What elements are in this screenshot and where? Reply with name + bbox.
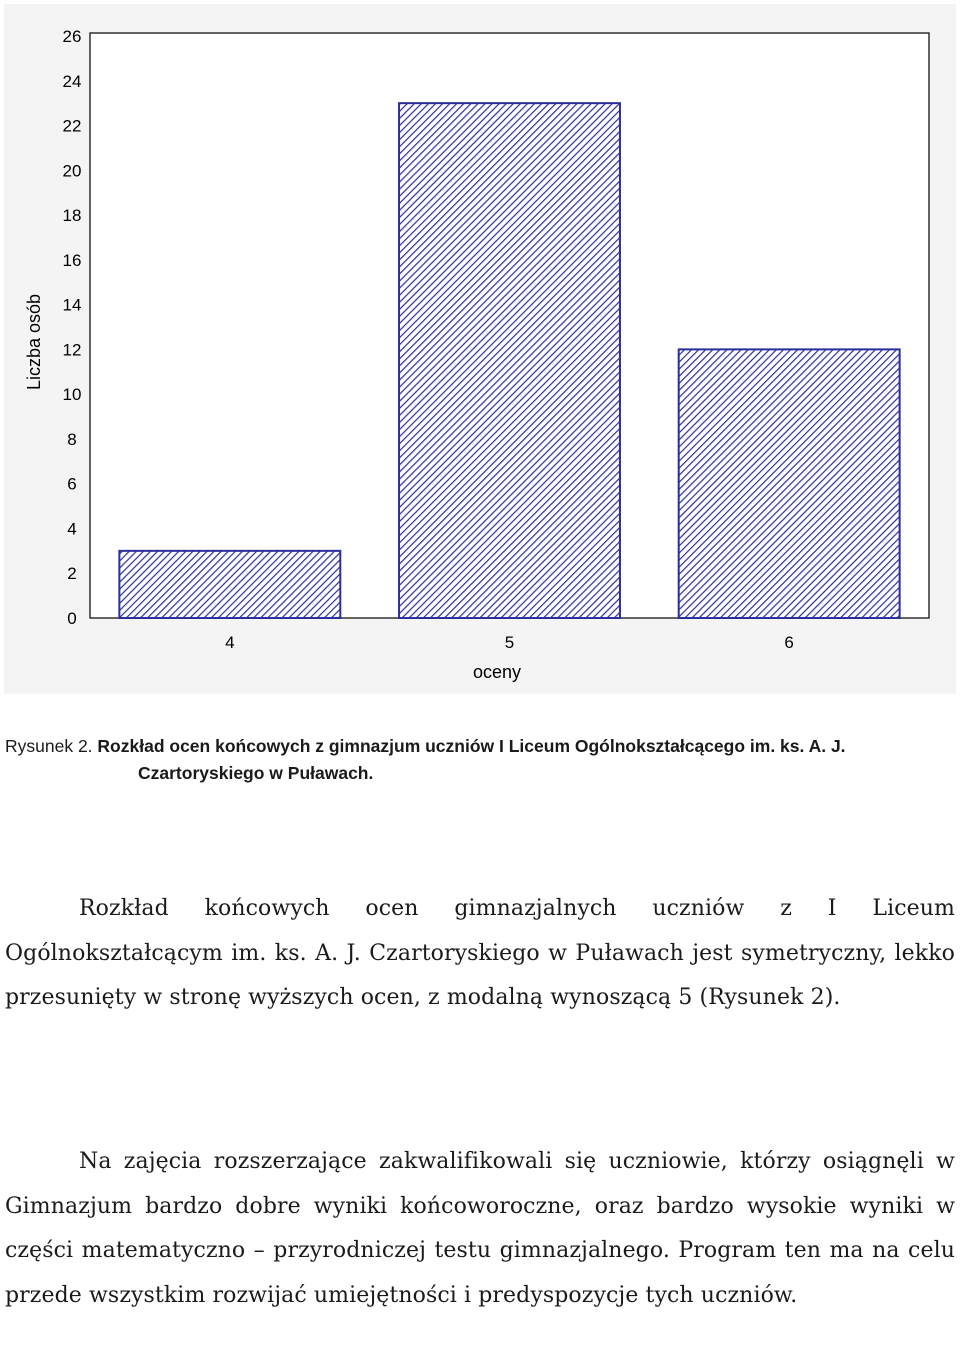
x-tick-label: 5 (504, 633, 515, 652)
y-tick-label: 6 (67, 474, 77, 494)
paragraph-text: Na zajęcia rozszerzające zakwalifikowali się uczniowie, którzy osiągnęli w Gimnazjum bardzo dobre wyniki końcoworoczne, oraz bardzo wysokie wyniki w części matematyczno – przyrodniczej testu gimnazjalnego. Program ten ma na celu przede wszystkim rozwijać umiejętności i predyspozycje tych uczniów. (5, 1149, 955, 1308)
y-tick-label: 10 (62, 385, 82, 405)
bar-5 (399, 103, 620, 618)
y-tick-label: 2 (67, 564, 77, 584)
y-tick-label: 20 (62, 161, 82, 181)
y-tick-label: 12 (62, 340, 82, 360)
caption-prefix: Rysunek 2. (5, 736, 93, 756)
y-tick-label: 22 (62, 116, 82, 136)
x-tick-label: 6 (784, 633, 794, 652)
y-tick-label: 4 (67, 519, 77, 539)
chart-panel (4, 4, 956, 694)
bar-6 (679, 349, 900, 618)
y-tick-label: 18 (62, 206, 82, 226)
body-paragraph-2 (5, 1140, 955, 1318)
y-tick-label: 24 (62, 71, 82, 91)
figure-caption (5, 733, 955, 787)
caption-text-line1: Rozkład ocen końcowych z gimnazjum uczniów I Liceum Ogólnokształcącego im. ks. A. J. (97, 736, 846, 756)
x-tick-label: 4 (225, 633, 235, 652)
body-paragraph-1 (5, 887, 955, 1021)
y-tick-label: 8 (67, 429, 77, 449)
bar-4 (119, 551, 340, 618)
y-tick-label: 0 (67, 609, 77, 628)
x-axis-ticks (225, 633, 794, 652)
y-tick-label: 16 (62, 250, 82, 270)
caption-text-line2: Czartoryskiego w Puławach. (138, 763, 374, 783)
y-axis-title: Liczba osób (24, 293, 44, 391)
x-axis-title: oceny (472, 662, 522, 682)
y-axis-ticks (63, 27, 82, 628)
y-tick-label: 26 (62, 27, 82, 46)
y-tick-label: 14 (62, 295, 82, 315)
bar-chart (4, 4, 956, 694)
paragraph-text: Rozkład końcowych ocen gimnazjalnych uczniów z I Liceum Ogólnokształcącym im. ks. A. J. Czartoryskiego w Puławach jest symetryczny, lekko przesunięty w stronę wyższych ocen, z modalną wynoszącą 5 (Rysunek 2). (5, 896, 955, 1010)
